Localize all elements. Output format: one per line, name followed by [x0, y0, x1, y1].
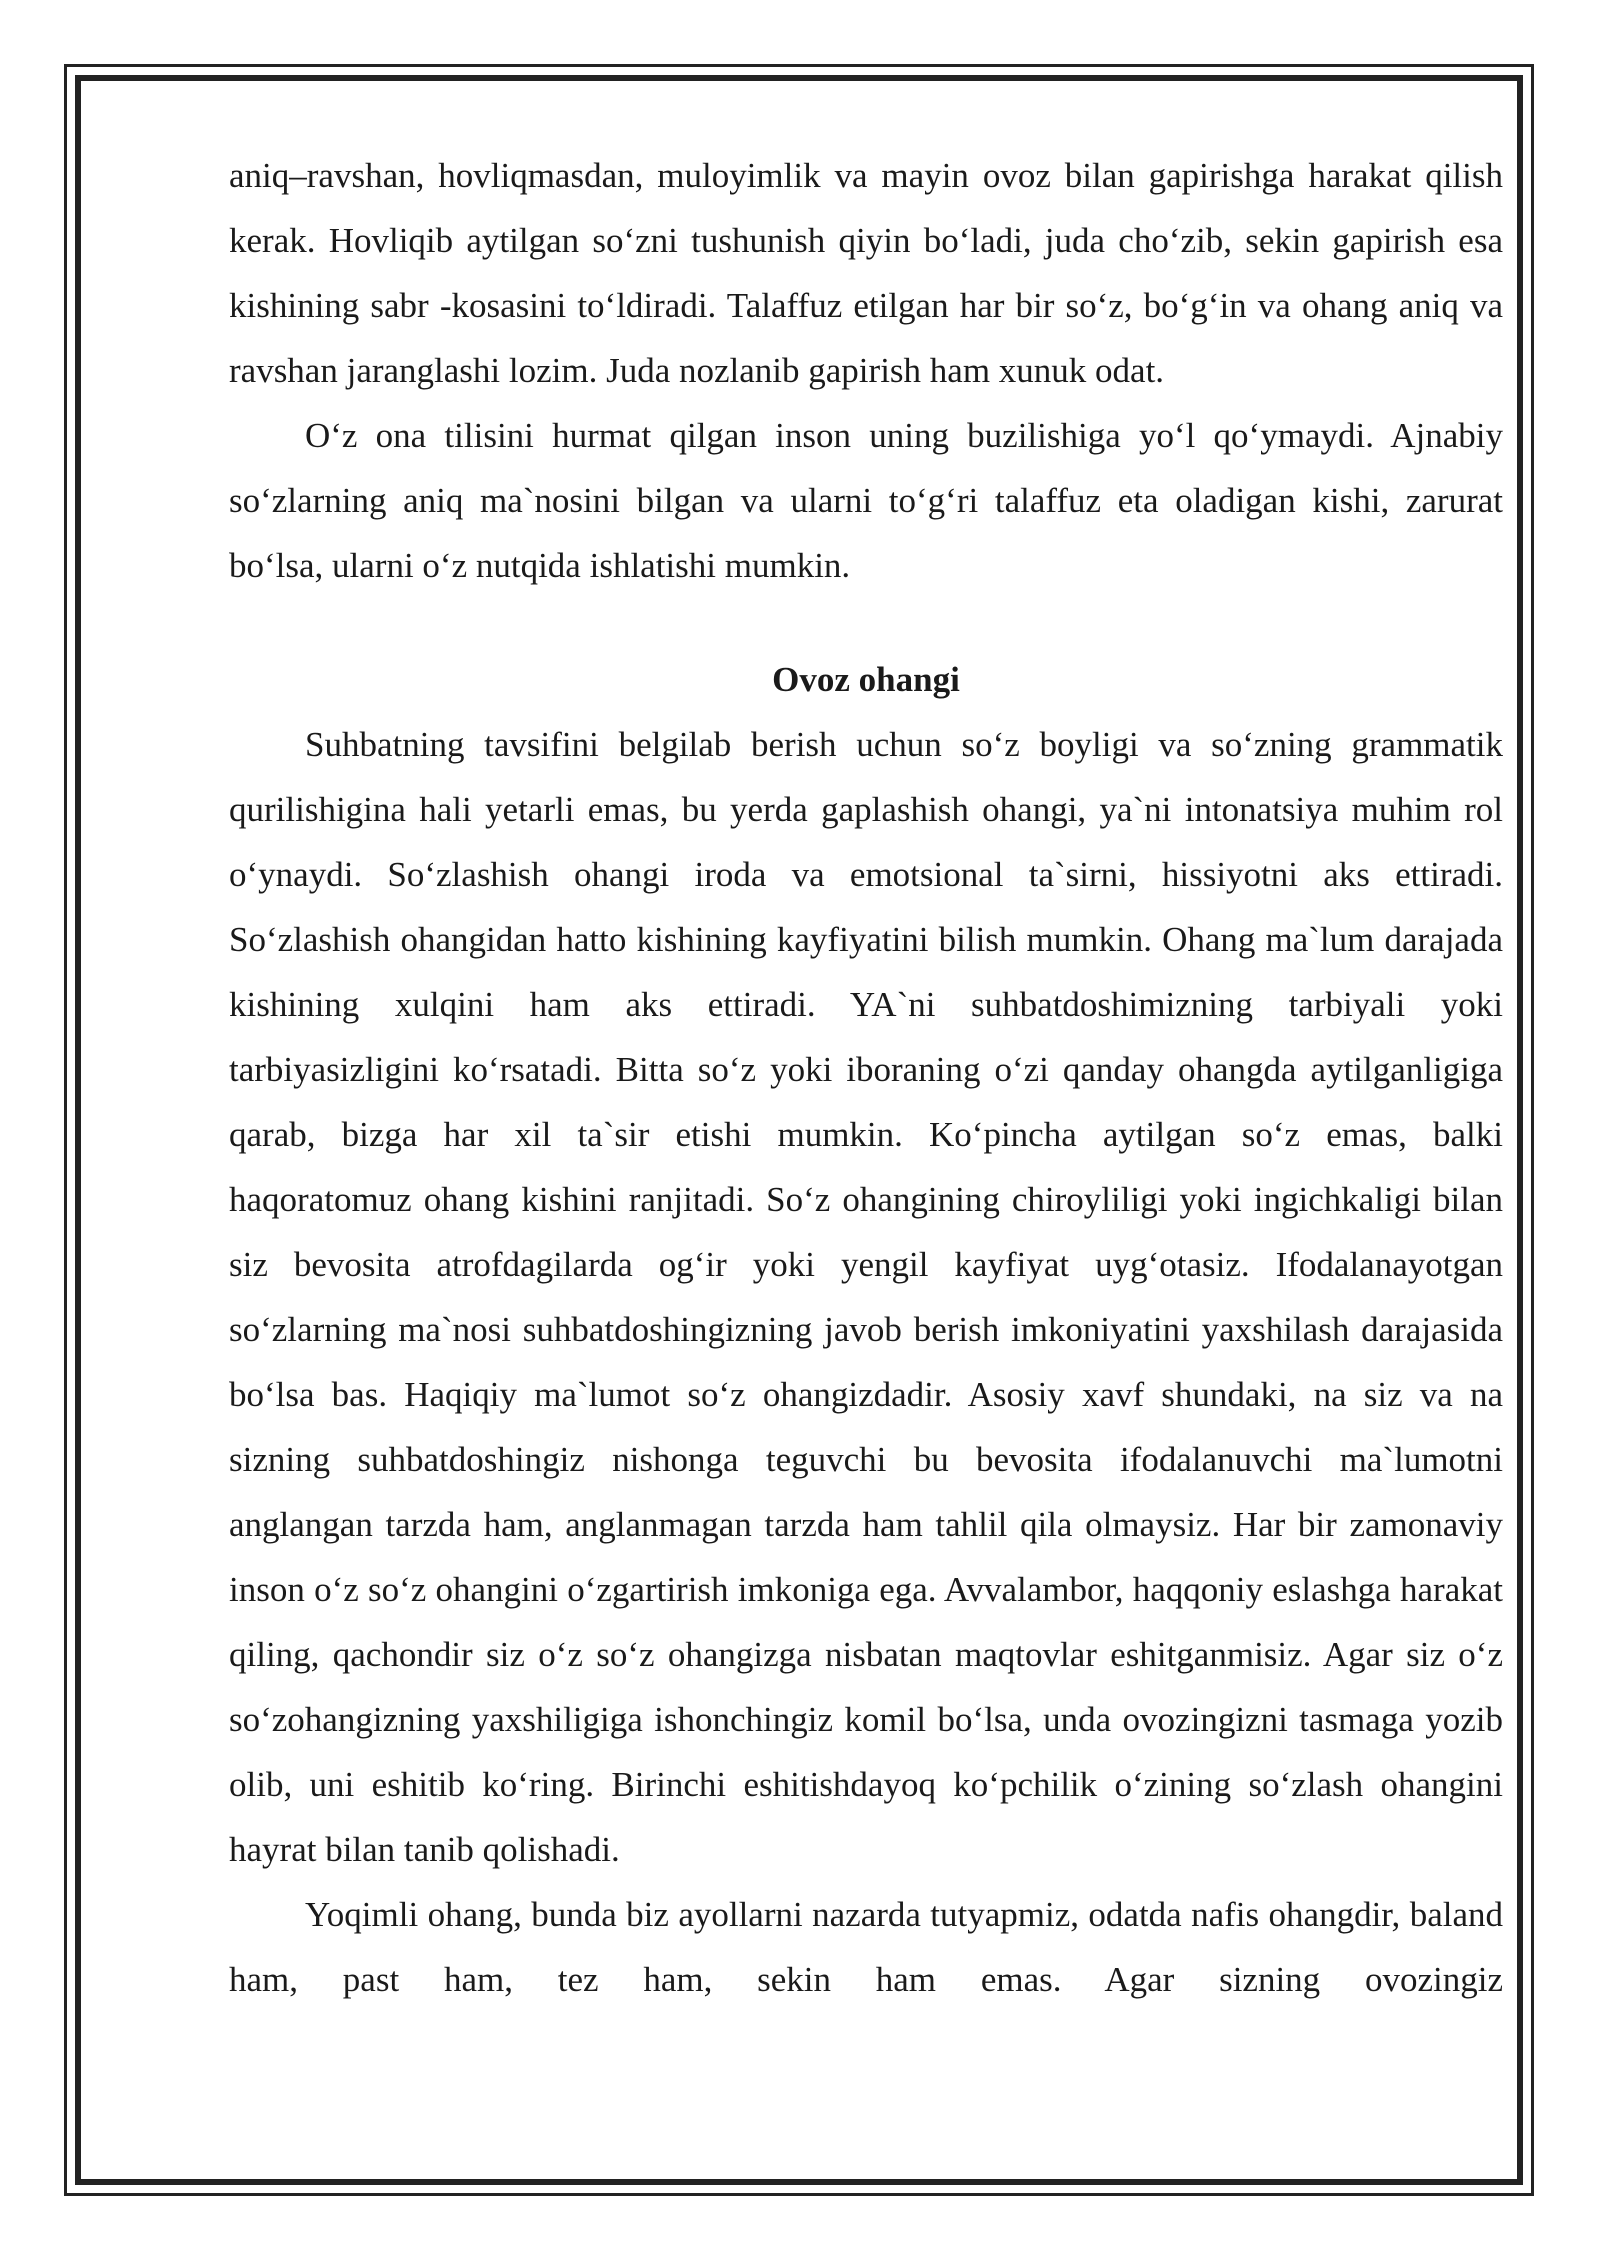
document-body — [229, 143, 1503, 2012]
paragraph-native-language: O‘z ona tilisini hurmat qilgan inson uning buzilishiga yo‘l qo‘ymaydi. Ajnabiy so‘zlarning aniq ma`nosini bilgan va ularni to‘g‘ri talaffuz eta oladigan kishi, zarurat bo‘lsa, ularni o‘z nutqida ishlatishi mumkin. — [229, 416, 1503, 585]
section-heading: Ovoz ohangi — [772, 660, 960, 699]
paragraph-voice-tone: Suhbatning tavsifini belgilab berish uchun so‘z boyligi va so‘zning grammatik qurilishigina hali yetarli emas, bu yerda gaplashish ohangi, ya`ni intonatsiya muhim rol o‘ynaydi. So‘zlashish ohangi iroda va emotsional ta`sirni, hissiyotni aks ettiradi. So‘zlashish ohangidan hatto kishining kayfiyatini bilish mumkin. Ohang ma`lum darajada kishining xulqini ham aks ettiradi. YA`ni suhbatdoshimizning tarbiyali yoki tarbiyasizligini ko‘rsatadi. Bitta so‘z yoki iboraning o‘zi qanday ohangda aytilganligiga qarab, bizga har xil ta`sir etishi mumkin. Ko‘pincha aytilgan so‘z emas, balki haqoratomuz ohang kishini ranjitadi. So‘z ohangining chiroyliligi yoki ingichkaligi bilan siz bevosita atrofdagilarda og‘ir yoki yengil kayfiyat uyg‘otasiz. Ifodalanayotgan so‘zlarning ma`nosi suhbatdoshingizning javob berish imkoniyatini yaxshilash darajasida bo‘lsa bas. Haqiqiy ma`lumot so‘z ohangizdadir. Asosiy xavf shundaki, na siz va na sizning suhbatdoshingiz nishonga teguvchi bu bevosita ifodalanuvchi ma`lumotni anglangan tarzda ham, anglanmagan tarzda ham tahlil qila olmaysiz. Har bir zamonaviy inson o‘z so‘z ohangini o‘zgartirish imkoniga ega. Avvalambor, haqqoniy eslashga harakat qiling, qachondir siz o‘z so‘z ohangizga nisbatan maqtovlar eshitganmisiz. Agar siz o‘z so‘zohangizning yaxshiligiga ishonchingiz komil bo‘lsa, unda ovozingizni tasmaga yozib olib, uni eshitib ko‘ring. Birinchi eshitishdayoq ko‘pchilik o‘zining so‘zlash ohangini hayrat bilan tanib qolishadi. — [229, 725, 1503, 1869]
paragraph-pleasant-tone: Yoqimli ohang, bunda biz ayollarni nazarda tutyapmiz, odatda nafis ohangdir, baland ham, past ham, tez ham, sekin ham emas. Agar sizning ovozingiz — [229, 1895, 1503, 1999]
paragraph-continuation: aniq–ravshan, hovliqmasdan, muloyimlik va mayin ovoz bilan gapirishga harakat qilish kerak. Hovliqib aytilgan so‘zni tushunish qiyin bo‘ladi, juda cho‘zib, sekin gapirish esa kishining sabr -kosasini to‘ldiradi. Talaffuz etilgan har bir so‘z, bo‘g‘in va ohang aniq va ravshan jaranglashi lozim. Juda nozlanib gapirish ham xunuk odat. — [229, 156, 1503, 390]
